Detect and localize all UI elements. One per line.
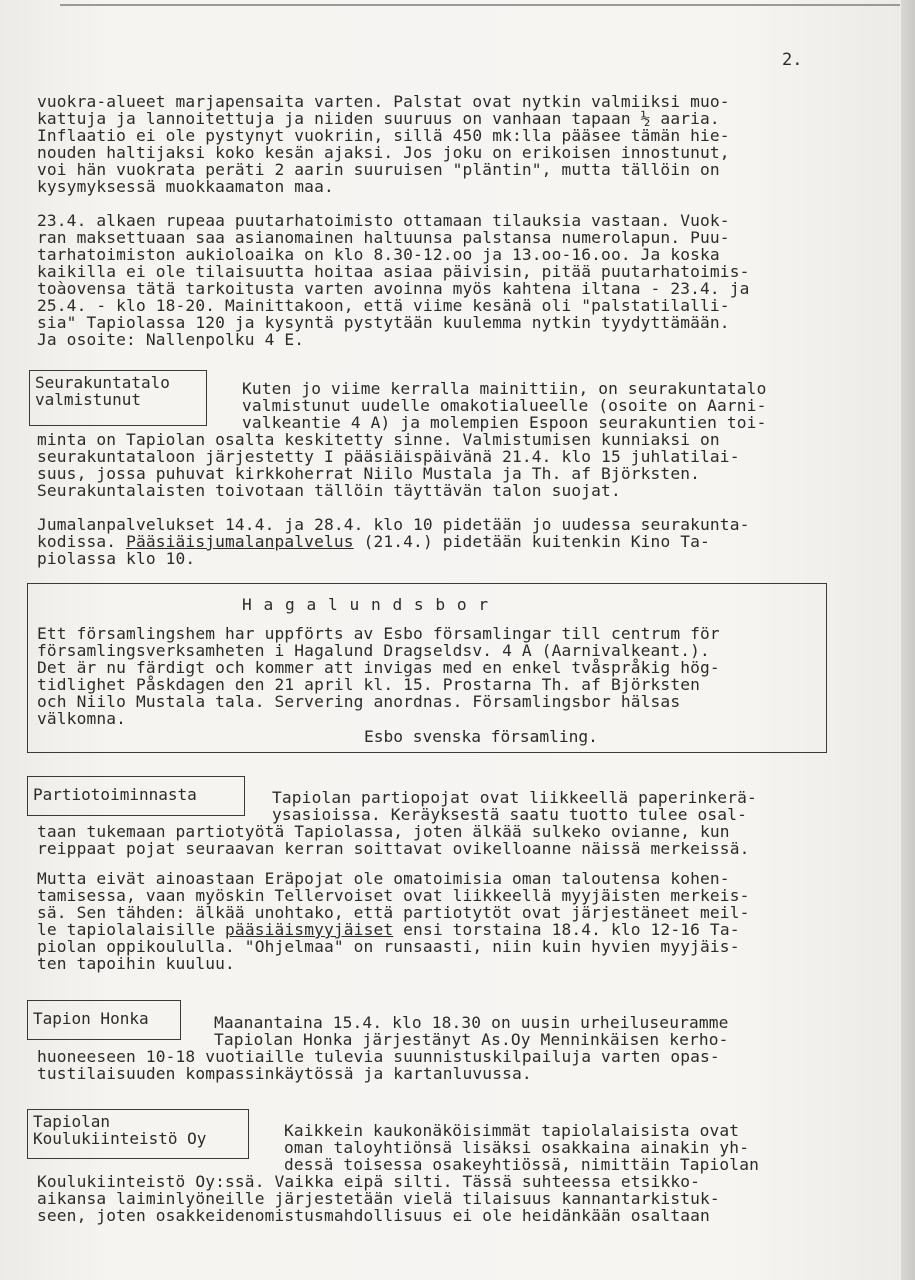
partio-line: Mutta eivät ainoastaan Eräpojat ole omatoimisia oman taloutensa kohen-	[37, 869, 730, 888]
page-number: 2.	[782, 50, 803, 70]
jumala-line: piolassa klo 10.	[37, 549, 196, 568]
partio-line: taan tukemaan partiotyötä Tapiolassa, joten älkää sulkeko ovianne, kun	[37, 822, 730, 841]
hagalund-line: Ett församlingshem har uppförts av Esbo församlingar till centrum för	[37, 624, 720, 643]
koulu-line: seen, joten osakkeidenomistusmahdollisuus ei ole heidänkään osaltaan	[37, 1206, 710, 1225]
honka-line: huoneeseen 10-18 vuotiaille tulevia suunnistuskilpailuja varten opas-	[37, 1047, 720, 1066]
jumala-text: kodissa.	[37, 532, 127, 551]
seura-line: Kuten jo viime kerralla mainittiin, on seurakuntatalo	[242, 379, 767, 398]
section-label-seurakuntatalo: Seurakuntatalo valmistunut	[29, 370, 207, 426]
partio-line: piolan oppikoululla. "Ohjelmaa" on runsaasti, niin kuin hyvien myyjäis-	[37, 937, 740, 956]
p2-line: Ja osoite: Nallenpolku 4 E.	[37, 330, 305, 349]
hagalund-line: tidlighet Påskdagen den 21 april kl. 15. Prostarna Th. af Björksten	[37, 675, 701, 694]
partio-line	[37, 921, 740, 938]
koulu-line: dessä toisessa osakeyhtiössä, nimittäin Tapiolan	[284, 1155, 759, 1174]
section-label-honka: Tapion Honka	[27, 1000, 181, 1040]
p2-line: 23.4. alkaen rupeaa puutarhatoimisto ottamaan tilauksia vastaan. Vuok-	[37, 211, 730, 230]
honka-line: tustilaisuuden kompassinkäytössä ja kartanluvussa.	[37, 1064, 532, 1083]
seura-line: Seurakuntalaisten toivotaan tällöin täyttävän talon suojat.	[37, 481, 621, 500]
partio-line: Tapiolan partiopojat ovat liikkeellä paperinkerä-	[272, 788, 757, 807]
partio-line: reippaat pojat seuraavan kerran soittavat ovikelloanne näissä merkeissä.	[37, 839, 750, 858]
koulu-line: oman taloyhtiönsä lisäksi osakkaina ainakin yh-	[284, 1138, 750, 1157]
p2-line: sia" Tapiolassa 120 ja kysyntä pystytään kuulemma nytkin tyydyttämään.	[37, 313, 730, 332]
hagalund-line: välkomna.	[37, 709, 127, 728]
honka-line: Maanantaina 15.4. klo 18.30 on uusin urheiluseuramme	[214, 1013, 729, 1032]
p2-line: kaikilla ei ole tilaisuutta hoitaa asiaa päivisin, pitää puutarhatoimis-	[37, 262, 750, 281]
seura-line: suus, jossa puhuvat kirkkoherrat Niilo Mustala ja Th. af Björksten.	[37, 464, 701, 483]
hagalund-line: och Niilo Mustala tala. Servering anordnas. Församlingsbor hälsas	[37, 692, 681, 711]
partio-text: ensi torstaina 18.4. klo 12-16 Ta-	[393, 920, 740, 939]
seura-line: valmistunut uudelle omakotialueelle (osoite on Aarni-	[242, 396, 767, 415]
seura-line: minta on Tapiolan osalta keskitetty sinne. Valmistumisen kunniaksi on	[37, 430, 720, 449]
p1-line: vuokra-alueet marjapensaita varten. Palstat ovat nytkin valmiiksi muo-	[37, 92, 730, 111]
hagalund-signature: Esbo svenska församling.	[364, 727, 598, 746]
section-label-koulu: Tapiolan Koulukiinteistö Oy	[27, 1109, 249, 1159]
p2-line: 25.4. - klo 18-20. Mainittakoon, että viime kesänä oli "palstatilalli-	[37, 296, 730, 315]
p2-line: tarhatoimiston aukioloaika on klo 8.30-12.oo ja 13.oo-16.oo. Ja koska	[37, 245, 720, 264]
koulu-line: Kaikkein kaukonäköisimmät tapiolalaisista ovat	[284, 1121, 740, 1140]
hagalund-title: H a g a l u n d s b o r	[242, 595, 490, 614]
jumala-line: Jumalanpalvelukset 14.4. ja 28.4. klo 10 pidetään jo uudessa seurakunta-	[37, 515, 750, 534]
jumala-text: (21.4.) pidetään kuitenkin Kino Ta-	[353, 532, 710, 551]
section-label-partio: Partiotoiminnasta	[27, 776, 245, 816]
p2-line: toàovensa tätä tarkoitusta varten avoinna myös kahtena iltana - 23.4. ja	[37, 279, 750, 298]
p2-line: ran maksettuaan saa asianomainen haltuunsa palstansa numerolapun. Puu-	[37, 228, 730, 247]
partio-line: tamisessa, vaan myöskin Tellervoiset ovat liikkeellä myyjäisten merkeis-	[37, 886, 750, 905]
p1-line: voi hän vuokrata peräti 2 aarin suuruisen "pläntin", mutta tällöin on	[37, 160, 720, 179]
honka-line: Tapiolan Honka järjestänyt As.Oy Menninkäisen kerho-	[214, 1030, 729, 1049]
koulu-line: aikansa laiminlyöneille järjestetään vielä tilaisuus kannantarkistuk-	[37, 1189, 720, 1208]
p1-line: kysymyksessä muokkaamaton maa.	[37, 177, 334, 196]
paper-edge	[901, 0, 915, 1280]
partio-text: le tapiolalaisille	[37, 920, 226, 939]
jumala-underlined: Pääsiäisjumalanpalvelus	[126, 532, 354, 551]
jumala-line	[37, 533, 710, 550]
hagalund-line: Det är nu färdigt och kommer att invigas med en enkel tvåspråkig hög-	[37, 658, 720, 677]
hagalund-line: församlingsverksamheten i Hagalund Dragseldsv. 4 A (Aarnivalkeant.).	[37, 641, 710, 660]
p1-line: nouden haltijaksi koko kesän ajaksi. Jos joku on erikoisen innostunut,	[37, 143, 730, 162]
partio-line: sä. Sen tähden: älkää unohtako, että partiotytöt ovat järjestäneet meil-	[37, 903, 750, 922]
partio-underlined: pääsiäismyyjäiset	[225, 920, 394, 939]
partio-line: ten tapoihin kuuluu.	[37, 954, 235, 973]
p1-line: Inflaatio ei ole pystynyt vuokriin, sillä 450 mk:lla pääsee tämän hie-	[37, 126, 730, 145]
top-rule	[60, 4, 900, 6]
seura-line: seurakuntataloon järjestetty I pääsiäispäivänä 21.4. klo 15 juhlatilai-	[37, 447, 740, 466]
seura-line: valkeantie 4 A) ja molempien Espoon seurakuntien toi-	[242, 413, 767, 432]
p1-line: kattuja ja lannoitettuja ja niiden suuruus on vanhaan tapaan ½ aaria.	[37, 109, 720, 128]
koulu-line: Koulukiinteistö Oy:ssä. Vaikka eipä silti. Tässä suhteessa etsikko-	[37, 1172, 701, 1191]
partio-line: ysasioissa. Keräyksestä saatu tuotto tulee osal-	[272, 805, 747, 824]
